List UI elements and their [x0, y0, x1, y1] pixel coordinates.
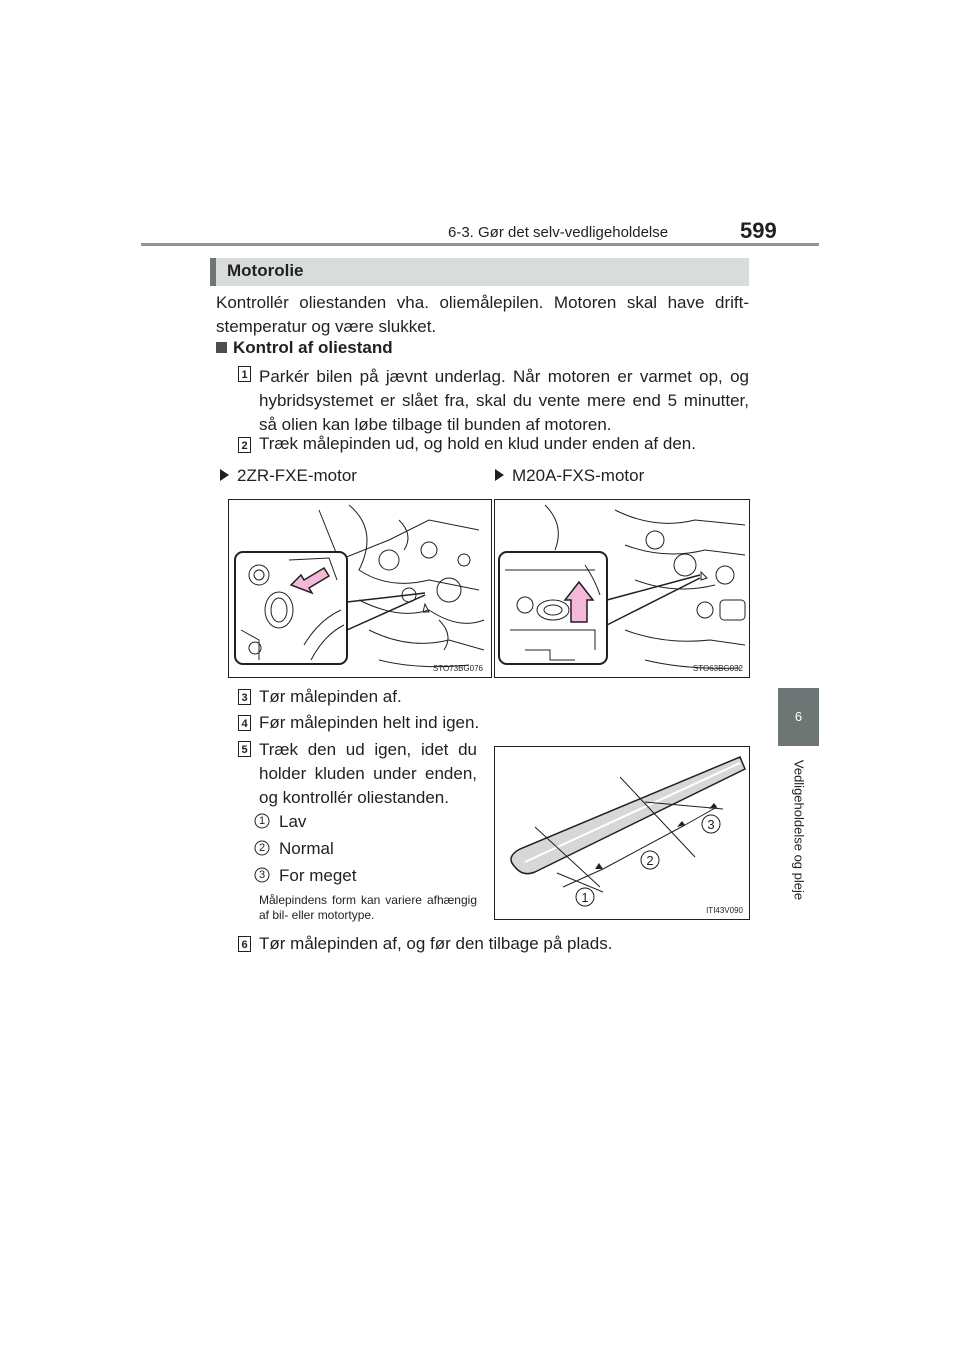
engine-figure-2zr [228, 499, 492, 678]
step-text-5: Træk den ud igen, idet du holder kluden under enden, og kontrollér oliestanden. [259, 740, 477, 807]
figure-code-right: STO63BG032 [692, 664, 743, 673]
section-title: Motorolie [227, 261, 304, 280]
section-title-box [210, 258, 749, 286]
step-text-3: Tør målepinden af. [259, 687, 402, 706]
dipstick-illustration [495, 747, 750, 920]
triangle-bullet-icon [495, 469, 504, 481]
chapter-label [778, 760, 819, 900]
figure-code-dipstick: ITI43V090 [706, 906, 743, 915]
engine-illustration-2zr [229, 500, 492, 678]
figure-caption-right: M20A-FXS-motor [495, 466, 644, 486]
step-text-2: Træk målepinden ud, og hold en klud under enden af den. [259, 434, 696, 453]
dipstick-label-2: 2 [646, 853, 654, 868]
note-text: Målepindens form kan variere afhængig af bil- eller motortype. [259, 893, 477, 922]
step-text-6: Tør målepinden af, og før den tilbage på plads. [259, 934, 613, 953]
step-number-5: 5 [238, 741, 251, 757]
legend-text-2: Normal [279, 839, 334, 858]
dipstick-label-3: 3 [707, 817, 715, 832]
dipstick-label-1: 1 [581, 890, 589, 905]
triangle-bullet-icon [220, 469, 229, 481]
subheading [216, 338, 393, 358]
step-number-2: 2 [238, 437, 251, 453]
legend-text-3: For meget [279, 866, 357, 885]
chapter-tab[interactable] [778, 688, 819, 746]
legend-number-3: 3 [254, 867, 270, 883]
legend-text-1: Lav [279, 812, 307, 831]
chapter-label-text: Vedligeholdelse og pleje [791, 759, 806, 901]
dipstick-figure [494, 746, 750, 920]
figure-code-left: STO73BG076 [432, 664, 483, 673]
intro-paragraph: Kontrollér oliestanden vha. oliemålepilen. Motoren skal have drift-stemperatur og være slukket. [216, 293, 749, 336]
engine-illustration-m20a [495, 500, 750, 678]
header-rule [141, 243, 819, 246]
legend-number-1: 1 [254, 813, 270, 829]
header-section-title: 6-3. Gør det selv-vedligeholdelse [448, 224, 669, 241]
subheading-text: Kontrol af oliestand [233, 338, 393, 357]
engine-figure-m20a [494, 499, 750, 678]
step-number-4: 4 [238, 715, 251, 731]
step-number-3: 3 [238, 689, 251, 705]
chapter-number: 6 [794, 709, 803, 724]
step-text-1: Parkér bilen på jævnt underlag. Når motoren er varmet op, og hybridsystemet er slået fra, skal du vente mere end 5 minutter, så olien kan løbe tilbage til bunden af motoren. [259, 367, 749, 434]
step-number-6: 6 [238, 936, 251, 952]
page-number: 599 [740, 218, 777, 243]
legend-number-2: 2 [254, 840, 270, 856]
step-number-1: 1 [238, 366, 251, 382]
step-text-4: Før målepinden helt ind igen. [259, 713, 480, 732]
figure-caption-left: 2ZR-FXE-motor [220, 466, 357, 486]
square-bullet-icon [216, 342, 227, 353]
